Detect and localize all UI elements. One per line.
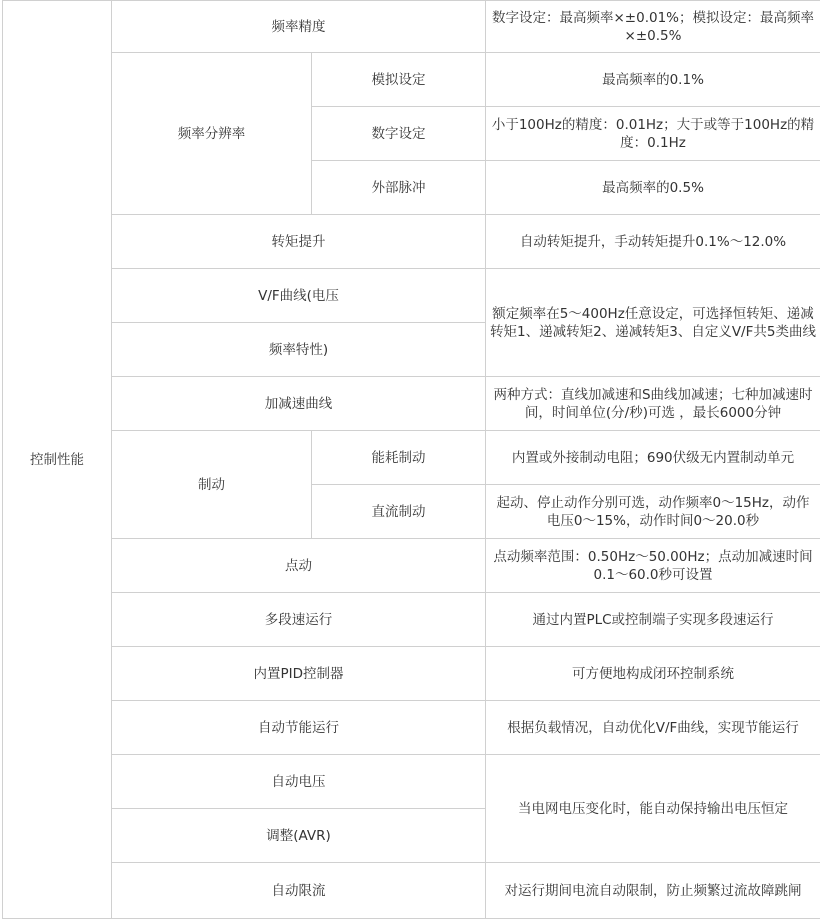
jog-value: 点动频率范围：0.50Hz～50.00Hz；点动加减速时间0.1～60.0秒可设置	[486, 539, 820, 593]
multi-speed-label: 多段速运行	[112, 593, 486, 647]
table-row-braking-energy	[3, 431, 820, 485]
table-row-accel-curve	[3, 377, 820, 431]
freq-accuracy-label: 频率精度	[112, 1, 486, 53]
freq-resolution-label: 频率分辨率	[112, 53, 312, 215]
table-row-pid	[3, 647, 820, 701]
accel-curve-value: 两种方式：直线加减速和S曲线加减速；七种加减速时间，时间单位(分/秒)可选 ，最长6000分钟	[486, 377, 820, 431]
freq-accuracy-value: 数字设定：最高频率×±0.01%；模拟设定：最高频率×±0.5%	[486, 1, 820, 53]
torque-boost-label: 转矩提升	[112, 215, 486, 269]
avr-label-2: 调整(AVR)	[112, 809, 486, 863]
table-row-multi-speed	[3, 593, 820, 647]
current-limit-label: 自动限流	[112, 863, 486, 919]
vf-curve-value: 额定频率在5～400Hz任意设定，可选择恒转矩、递减转矩1、递减转矩2、递减转矩3、自定义V/F共5类曲线	[486, 269, 820, 377]
external-pulse-label: 外部脉冲	[312, 161, 486, 215]
table-row-vf-curve-1	[3, 269, 820, 323]
accel-curve-label: 加减速曲线	[112, 377, 486, 431]
avr-value: 当电网电压变化时，能自动保持输出电压恒定	[486, 755, 820, 863]
energy-saving-label: 自动节能运行	[112, 701, 486, 755]
jog-label: 点动	[112, 539, 486, 593]
table-row-jog	[3, 539, 820, 593]
analog-setting-label: 模拟设定	[312, 53, 486, 107]
table-row-avr-1	[3, 755, 820, 809]
category-cell: 控制性能	[3, 1, 112, 919]
avr-label-1: 自动电压	[112, 755, 486, 809]
table-row-freq-accuracy	[3, 1, 820, 53]
table-row-torque-boost	[3, 215, 820, 269]
vf-curve-label-2: 频率特性)	[112, 323, 486, 377]
energy-braking-label: 能耗制动	[312, 431, 486, 485]
current-limit-value: 对运行期间电流自动限制，防止频繁过流故障跳闸	[486, 863, 820, 919]
multi-speed-value: 通过内置PLC或控制端子实现多段速运行	[486, 593, 820, 647]
energy-braking-value: 内置或外接制动电阻；690伏级无内置制动单元	[486, 431, 820, 485]
table-row-freq-resolution-analog	[3, 53, 820, 107]
vf-curve-label-1: V/F曲线(电压	[112, 269, 486, 323]
digital-setting-value: 小于100Hz的精度：0.01Hz；大于或等于100Hz的精度：0.1Hz	[486, 107, 820, 161]
external-pulse-value: 最高频率的0.5%	[486, 161, 820, 215]
table-row-energy-saving	[3, 701, 820, 755]
pid-value: 可方便地构成闭环控制系统	[486, 647, 820, 701]
dc-braking-value: 起动、停止动作分别可选，动作频率0～15Hz，动作电压0～15%，动作时间0～20.0秒	[486, 485, 820, 539]
energy-saving-value: 根据负载情况，自动优化V/F曲线，实现节能运行	[486, 701, 820, 755]
pid-label: 内置PID控制器	[112, 647, 486, 701]
torque-boost-value: 自动转矩提升，手动转矩提升0.1%～12.0%	[486, 215, 820, 269]
control-performance-table	[2, 0, 820, 919]
dc-braking-label: 直流制动	[312, 485, 486, 539]
braking-label: 制动	[112, 431, 312, 539]
table-row-current-limit	[3, 863, 820, 919]
analog-setting-value: 最高频率的0.1%	[486, 53, 820, 107]
digital-setting-label: 数字设定	[312, 107, 486, 161]
